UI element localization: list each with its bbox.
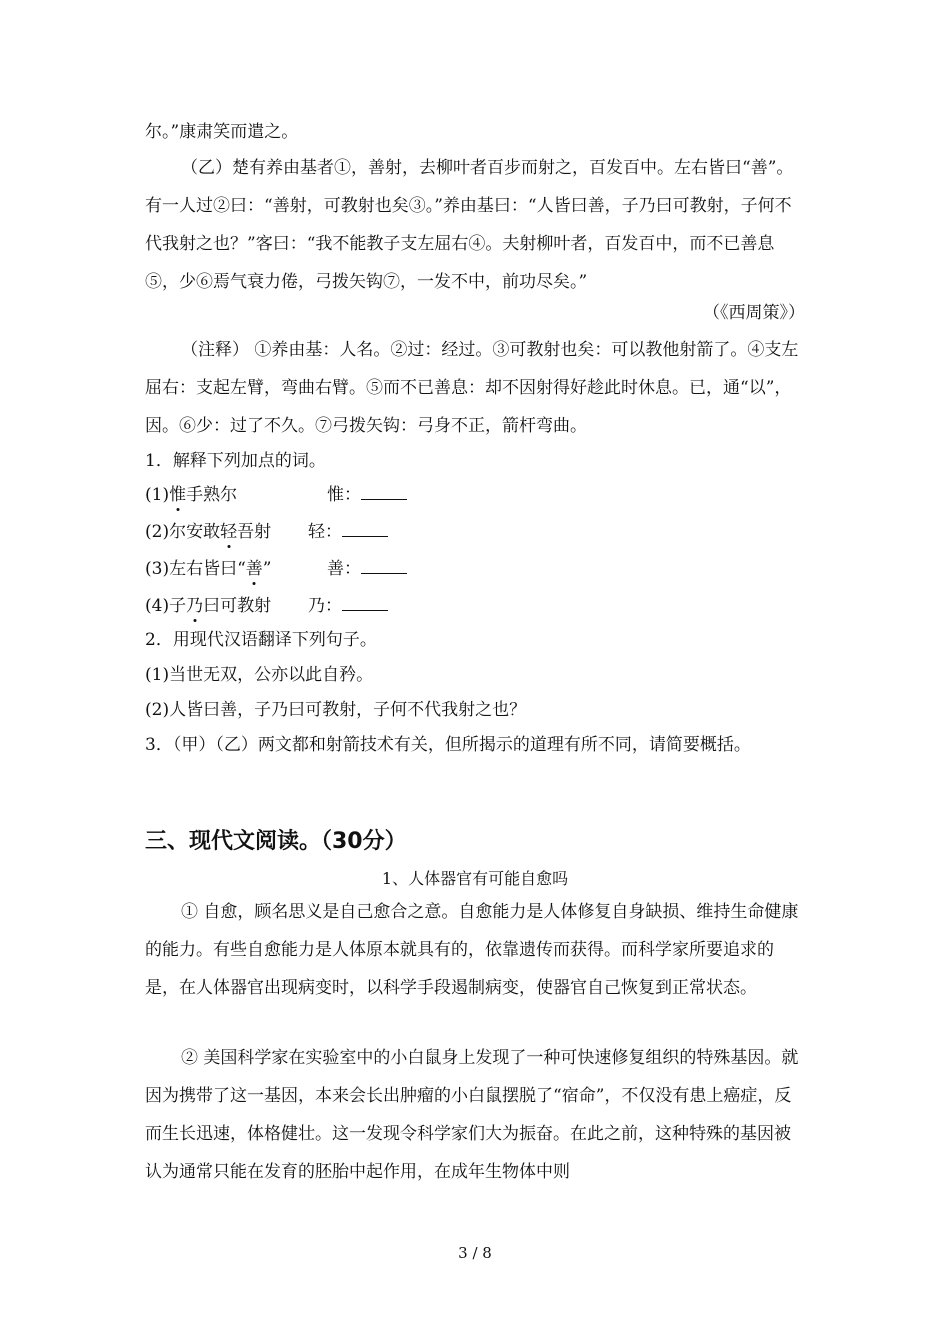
question-2-item: (1)当世无双，公亦以此自矜。 (145, 665, 374, 685)
answer-blank[interactable] (342, 596, 388, 611)
question-1-answer: 惟： (327, 484, 407, 506)
passage-source: （《西周策》） (703, 303, 805, 323)
article-title: 1、人体器官有可能自愈吗 (381, 869, 569, 888)
question-1-item: (4)子乃曰可教射 (145, 596, 272, 616)
passage-a-tail: 尔。”康肃笑而遣之。 (145, 122, 299, 142)
question-2-item: (2)人皆曰善，子乃曰可教射，子何不代我射之也？ (145, 700, 527, 720)
question-1-title: 1．解释下列加点的词。 (145, 451, 326, 471)
question-1-answer: 善： (327, 558, 407, 580)
passage-b: （乙）楚有养由基者①，善射，去柳叶者百步而射之，百发百中。左右皆曰“善”。有一人过②曰：“善射，可教射也矣③。”养由基曰：“人皆曰善，子乃曰可教射，子何不代我射之也？”客曰：“我不能教子支左屈右④。夫射柳叶者，百发百中，而不已善息⑤，少⑥焉气衰力倦，弓拨矢钩⑦，一发不中，前功尽矣。” (145, 158, 794, 292)
question-2-title: 2．用现代汉语翻译下列句子。 (145, 630, 377, 650)
section-heading: 三、现代文阅读。（30分） (145, 829, 407, 854)
question-1-answer: 轻： (308, 521, 388, 543)
page-number: 3 / 8 (458, 1244, 492, 1262)
question-3: 3．（甲）（乙）两文都和射箭技术有关，但所揭示的道理有所不同，请简要概括。 (145, 735, 751, 755)
question-1-item: (2)尔安敢轻吾射 (145, 522, 272, 542)
question-1-item: (1)惟手熟尔 (145, 485, 238, 505)
answer-blank[interactable] (361, 559, 407, 574)
answer-blank[interactable] (342, 522, 388, 537)
question-1-item: (3)左右皆曰“善” (145, 559, 272, 579)
answer-blank[interactable] (361, 485, 407, 500)
question-1-answer: 乃： (308, 595, 388, 617)
article-paragraph-2: ② 美国科学家在实验室中的小白鼠身上发现了一种可快速修复组织的特殊基因。就因为携带了这一基因，本来会长出肿瘤的小白鼠摆脱了“宿命”，不仅没有患上癌症，反而生长迅速，体格健壮。这一发现令科学家们大为振奋。在此之前，这种特殊的基因被认为通常只能在发育的胚胎中起作用，在成年生物体中则 (145, 1048, 799, 1182)
article-paragraph-1: ① 自愈，顾名思义是自己愈合之意。自愈能力是人体修复自身缺损、维持生命健康的能力。有些自愈能力是人体原本就具有的，依靠遗传而获得。而科学家所要追求的是，在人体器官出现病变时，以科学手段遏制病变，使器官自己恢复到正常状态。 (145, 902, 799, 998)
annotation-notes: （注释） ①养由基：人名。②过：经过。③可教射也矣：可以教他射箭了。④支左屈右：支起左臂，弯曲右臂。⑤而不已善息：却不因射得好趁此时休息。已，通“以”，因。⑥少：过了不久。⑦弓拨矢钩：弓身不正，箭杆弯曲。 (145, 340, 799, 436)
